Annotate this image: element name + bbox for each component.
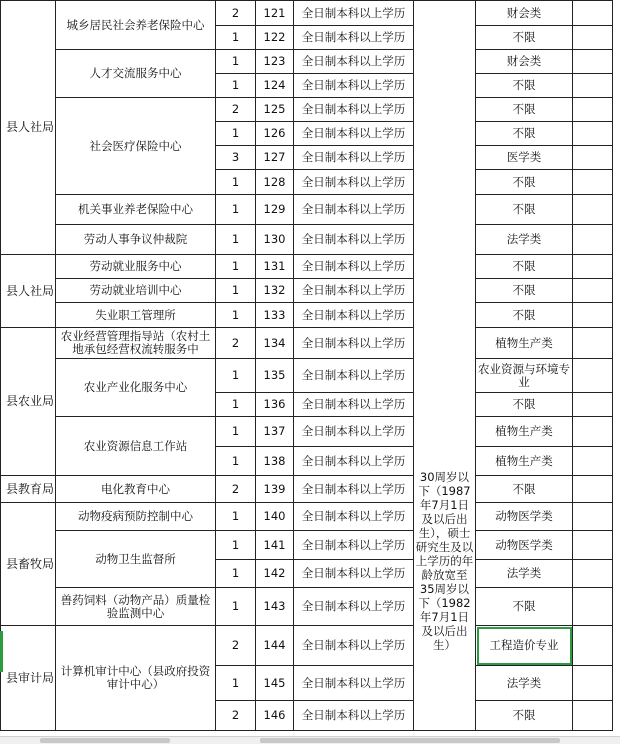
unit-cell[interactable]: 机关事业养老保险中心	[56, 195, 216, 225]
blank-cell[interactable]	[573, 560, 613, 588]
edu-cell[interactable]: 全日制本科以上学历	[294, 666, 414, 701]
major-cell[interactable]: 动物医学类	[476, 503, 573, 531]
unit-cell[interactable]: 电化教育中心	[56, 476, 216, 503]
unit-cell[interactable]: 城乡居民社会养老保险中心	[56, 1, 216, 50]
edu-cell[interactable]: 全日制本科以上学历	[294, 503, 414, 531]
code-cell[interactable]: 124	[256, 74, 294, 98]
code-cell[interactable]: 131	[256, 255, 294, 279]
unit-cell[interactable]: 农业产业化服务中心	[56, 359, 216, 417]
blank-cell[interactable]	[573, 74, 613, 98]
count-cell[interactable]: 1	[216, 417, 256, 447]
edu-cell[interactable]: 全日制本科以上学历	[294, 74, 414, 98]
row-selection-marker	[0, 631, 3, 672]
unit-cell[interactable]: 劳动就业服务中心	[56, 255, 216, 279]
edu-cell[interactable]: 全日制本科以上学历	[294, 50, 414, 74]
edu-cell[interactable]: 全日制本科以上学历	[294, 328, 414, 359]
scrollbar-thumb[interactable]	[40, 738, 170, 743]
edu-cell[interactable]: 全日制本科以上学历	[294, 98, 414, 122]
blank-cell[interactable]	[573, 447, 613, 476]
edu-cell[interactable]: 全日制本科以上学历	[294, 531, 414, 560]
age-requirement-cell[interactable]	[414, 1, 476, 731]
count-cell[interactable]: 1	[216, 170, 256, 195]
major-cell[interactable]: 财会类	[476, 50, 573, 74]
blank-cell[interactable]	[573, 503, 613, 531]
code-cell[interactable]: 138	[256, 447, 294, 476]
major-cell[interactable]: 不限	[476, 255, 573, 279]
major-cell[interactable]: 植物生产类	[476, 447, 573, 476]
edu-cell[interactable]: 全日制本科以上学历	[294, 588, 414, 626]
code-cell[interactable]: 130	[256, 225, 294, 255]
blank-cell[interactable]	[573, 255, 613, 279]
blank-cell[interactable]	[573, 476, 613, 503]
blank-cell[interactable]	[573, 588, 613, 626]
code-cell[interactable]: 142	[256, 560, 294, 588]
dept-cell[interactable]: 县畜牧局	[1, 503, 56, 626]
edu-cell[interactable]: 全日制本科以上学历	[294, 417, 414, 447]
count-cell[interactable]: 1	[216, 447, 256, 476]
edu-cell[interactable]: 全日制本科以上学历	[294, 279, 414, 303]
code-cell[interactable]: 146	[256, 701, 294, 731]
code-cell[interactable]: 135	[256, 359, 294, 393]
major-cell[interactable]: 不限	[476, 588, 573, 626]
major-cell[interactable]: 不限	[476, 303, 573, 328]
unit-cell[interactable]: 劳动人事争议仲裁院	[56, 225, 216, 255]
blank-cell[interactable]	[573, 531, 613, 560]
blank-cell[interactable]	[573, 626, 613, 666]
major-cell[interactable]: 不限	[476, 170, 573, 195]
dept-cell[interactable]: 县审计局	[1, 626, 56, 731]
major-cell[interactable]: 植物生产类	[476, 417, 573, 447]
major-cell[interactable]: 不限	[476, 279, 573, 303]
unit-cell[interactable]: 失业职工管理所	[56, 303, 216, 328]
major-cell[interactable]: 医学类	[476, 146, 573, 170]
major-cell[interactable]: 农业资源与环境专业	[476, 359, 573, 393]
blank-cell[interactable]	[573, 170, 613, 195]
major-cell[interactable]: 不限	[476, 98, 573, 122]
edu-cell[interactable]: 全日制本科以上学历	[294, 626, 414, 666]
blank-cell[interactable]	[573, 328, 613, 359]
unit-cell[interactable]: 劳动就业培训中心	[56, 279, 216, 303]
edu-cell[interactable]: 全日制本科以上学历	[294, 195, 414, 225]
major-cell[interactable]: 法学类	[476, 666, 573, 701]
edu-cell[interactable]: 全日制本科以上学历	[294, 359, 414, 393]
blank-cell[interactable]	[573, 393, 613, 417]
edu-cell[interactable]: 全日制本科以上学历	[294, 303, 414, 328]
edu-cell[interactable]: 全日制本科以上学历	[294, 393, 414, 417]
count-cell[interactable]: 1	[216, 588, 256, 626]
count-cell[interactable]: 1	[216, 255, 256, 279]
edu-cell[interactable]: 全日制本科以上学历	[294, 225, 414, 255]
major-cell[interactable]: 动物医学类	[476, 531, 573, 560]
edu-cell[interactable]: 全日制本科以上学历	[294, 560, 414, 588]
blank-cell[interactable]	[573, 146, 613, 170]
dept-cell[interactable]: 县人社局	[1, 1, 56, 255]
major-cell[interactable]: 财会类	[476, 1, 573, 26]
count-cell[interactable]: 1	[216, 503, 256, 531]
count-cell[interactable]: 1	[216, 393, 256, 417]
unit-cell[interactable]: 农业经营管理指导站（农村土地承包经营权流转服务中	[56, 328, 216, 359]
major-cell[interactable]: 法学类	[476, 225, 573, 255]
count-cell[interactable]: 1	[216, 560, 256, 588]
edu-cell[interactable]: 全日制本科以上学历	[294, 476, 414, 503]
major-cell[interactable]: 不限	[476, 26, 573, 50]
blank-cell[interactable]	[573, 26, 613, 50]
count-cell[interactable]: 2	[216, 626, 256, 666]
blank-cell[interactable]	[573, 1, 613, 26]
count-cell[interactable]: 2	[216, 328, 256, 359]
blank-cell[interactable]	[573, 50, 613, 74]
code-cell[interactable]: 140	[256, 503, 294, 531]
edu-cell[interactable]: 全日制本科以上学历	[294, 447, 414, 476]
count-cell[interactable]: 1	[216, 279, 256, 303]
code-cell[interactable]: 144	[256, 626, 294, 666]
code-cell[interactable]: 125	[256, 98, 294, 122]
dept-cell[interactable]: 县教育局	[1, 476, 56, 503]
unit-cell[interactable]: 动物卫生监督所	[56, 531, 216, 588]
count-cell[interactable]: 1	[216, 50, 256, 74]
unit-cell[interactable]: 社会医疗保险中心	[56, 98, 216, 195]
edu-cell[interactable]: 全日制本科以上学历	[294, 26, 414, 50]
blank-cell[interactable]	[573, 195, 613, 225]
major-cell[interactable]: 法学类	[476, 560, 573, 588]
count-cell[interactable]: 1	[216, 26, 256, 50]
major-cell[interactable]: 不限	[476, 393, 573, 417]
blank-cell[interactable]	[573, 98, 613, 122]
blank-cell[interactable]	[573, 279, 613, 303]
scrollbar-thumb-secondary[interactable]	[260, 738, 560, 743]
code-cell[interactable]: 137	[256, 417, 294, 447]
code-cell[interactable]: 129	[256, 195, 294, 225]
code-cell[interactable]: 127	[256, 146, 294, 170]
code-cell[interactable]: 123	[256, 50, 294, 74]
blank-cell[interactable]	[573, 701, 613, 731]
edu-cell[interactable]: 全日制本科以上学历	[294, 170, 414, 195]
major-cell[interactable]: 不限	[476, 195, 573, 225]
code-cell[interactable]: 145	[256, 666, 294, 701]
code-cell[interactable]: 133	[256, 303, 294, 328]
count-cell[interactable]: 2	[216, 476, 256, 503]
unit-cell[interactable]: 动物疫病预防控制中心	[56, 503, 216, 531]
age-requirement-text: 30周岁以下（1987年7月1日及以后出生），硕士研究生及以上学历的年龄放宽至35周岁以下（1982年7月1日及以后出生）	[415, 469, 474, 652]
code-cell[interactable]: 136	[256, 393, 294, 417]
unit-cell[interactable]: 兽药饲料（动物产品）质量检验监测中心	[56, 588, 216, 626]
edu-cell[interactable]: 全日制本科以上学历	[294, 1, 414, 26]
count-cell[interactable]: 1	[216, 531, 256, 560]
major-cell[interactable]: 不限	[476, 74, 573, 98]
blank-cell[interactable]	[573, 225, 613, 255]
code-cell[interactable]: 126	[256, 122, 294, 146]
code-cell[interactable]: 128	[256, 170, 294, 195]
blank-cell[interactable]	[573, 122, 613, 146]
edu-cell[interactable]: 全日制本科以上学历	[294, 255, 414, 279]
count-cell[interactable]: 2	[216, 701, 256, 731]
code-cell[interactable]: 122	[256, 26, 294, 50]
code-cell[interactable]: 141	[256, 531, 294, 560]
major-cell[interactable]: 植物生产类	[476, 328, 573, 359]
blank-cell[interactable]	[573, 303, 613, 328]
blank-cell[interactable]	[573, 417, 613, 447]
code-cell[interactable]: 139	[256, 476, 294, 503]
code-cell[interactable]: 121	[256, 1, 294, 26]
blank-cell[interactable]	[573, 666, 613, 701]
code-cell[interactable]: 134	[256, 328, 294, 359]
major-cell[interactable]: 不限	[476, 122, 573, 146]
code-cell[interactable]: 132	[256, 279, 294, 303]
count-cell[interactable]: 2	[216, 1, 256, 26]
count-cell[interactable]: 1	[216, 122, 256, 146]
count-cell[interactable]: 1	[216, 195, 256, 225]
count-cell[interactable]: 3	[216, 146, 256, 170]
edu-cell[interactable]: 全日制本科以上学历	[294, 146, 414, 170]
dept-cell[interactable]: 县人社局	[1, 255, 56, 328]
major-cell[interactable]: 不限	[476, 701, 573, 731]
count-cell[interactable]: 1	[216, 359, 256, 393]
count-cell[interactable]: 1	[216, 666, 256, 701]
count-cell[interactable]: 1	[216, 225, 256, 255]
edu-cell[interactable]: 全日制本科以上学历	[294, 122, 414, 146]
major-cell[interactable]: 不限	[476, 476, 573, 503]
major-cell-selected[interactable]: 工程造价专业	[476, 626, 573, 666]
code-cell[interactable]: 143	[256, 588, 294, 626]
blank-cell[interactable]	[573, 359, 613, 393]
edu-cell[interactable]: 全日制本科以上学历	[294, 701, 414, 731]
unit-cell[interactable]: 农业资源信息工作站	[56, 417, 216, 476]
count-cell[interactable]: 1	[216, 303, 256, 328]
dept-cell[interactable]: 县农业局	[1, 328, 56, 476]
count-cell[interactable]: 2	[216, 98, 256, 122]
unit-cell[interactable]: 计算机审计中心（县政府投资审计中心）	[56, 626, 216, 731]
unit-cell[interactable]: 人才交流服务中心	[56, 50, 216, 98]
count-cell[interactable]: 1	[216, 74, 256, 98]
